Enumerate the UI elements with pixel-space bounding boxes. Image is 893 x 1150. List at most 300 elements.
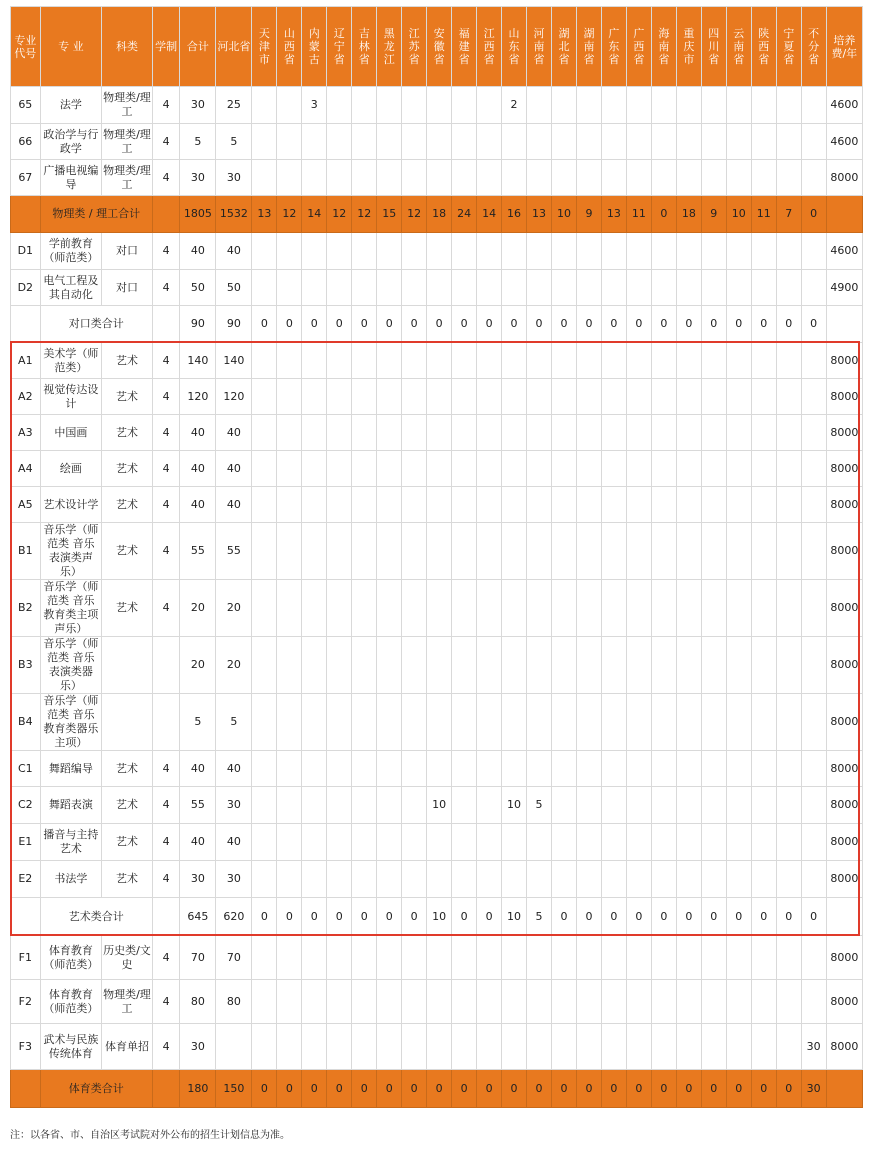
province-quota-cell	[801, 343, 826, 379]
province-quota-cell	[277, 124, 302, 160]
province-quota-cell	[651, 233, 676, 270]
province-quota-cell: 0	[601, 898, 626, 936]
province-quota-cell	[452, 861, 477, 898]
province-quota-cell	[651, 1024, 676, 1070]
province-quota-cell	[402, 415, 427, 451]
province-quota-cell	[601, 233, 626, 270]
province-quota-cell: 13	[527, 196, 552, 233]
province-quota-cell	[477, 861, 502, 898]
table-row	[11, 233, 863, 270]
header-province: 河南省	[527, 7, 552, 87]
province-quota-cell	[477, 1024, 502, 1070]
province-quota-cell	[477, 787, 502, 824]
province-quota-cell	[502, 379, 527, 415]
province-quota-cell: 5	[216, 694, 252, 751]
province-quota-cell	[477, 270, 502, 306]
province-quota-cell	[801, 379, 826, 415]
major-duration: 4	[152, 124, 180, 160]
header-province: 山西省	[277, 7, 302, 87]
province-quota-cell	[252, 523, 277, 580]
province-quota-cell	[477, 936, 502, 980]
province-quota-cell: 40	[216, 415, 252, 451]
province-quota-cell	[377, 270, 402, 306]
major-name: 广播电视编导	[40, 160, 101, 196]
major-total: 55	[180, 787, 216, 824]
province-quota-cell	[427, 824, 452, 861]
major-code: B3	[11, 637, 41, 694]
province-quota-cell: 0	[726, 306, 751, 343]
province-quota-cell	[277, 637, 302, 694]
province-quota-cell: 10	[427, 787, 452, 824]
province-quota-cell	[427, 694, 452, 751]
header-province: 广东省	[601, 7, 626, 87]
province-quota-cell: 15	[377, 196, 402, 233]
province-quota-cell	[626, 379, 651, 415]
province-quota-cell: 2	[502, 87, 527, 124]
province-quota-cell	[676, 233, 701, 270]
major-total: 30	[180, 861, 216, 898]
province-quota-cell: 0	[477, 898, 502, 936]
subtotal-spacer	[152, 306, 180, 343]
province-quota-cell	[576, 694, 601, 751]
province-quota-cell	[377, 694, 402, 751]
header-province: 重庆市	[676, 7, 701, 87]
province-quota-cell	[701, 87, 726, 124]
province-quota-cell	[776, 124, 801, 160]
province-quota-cell	[452, 751, 477, 787]
province-quota-cell	[751, 233, 776, 270]
province-quota-cell	[626, 233, 651, 270]
major-total: 80	[180, 980, 216, 1024]
province-quota-cell	[751, 270, 776, 306]
province-quota-cell	[502, 980, 527, 1024]
province-quota-cell	[776, 451, 801, 487]
province-quota-cell	[427, 751, 452, 787]
province-quota-cell	[726, 1024, 751, 1070]
province-quota-cell	[377, 824, 402, 861]
major-name: 体育教育（师范类）	[40, 980, 101, 1024]
header-row	[11, 7, 863, 87]
province-quota-cell	[327, 270, 352, 306]
province-quota-cell	[477, 343, 502, 379]
province-quota-cell	[626, 637, 651, 694]
header-total: 合计	[180, 7, 216, 87]
table-row	[11, 751, 863, 787]
province-quota-cell	[651, 379, 676, 415]
province-quota-cell: 0	[302, 898, 327, 936]
province-quota-cell: 5	[216, 124, 252, 160]
major-duration: 4	[152, 787, 180, 824]
province-quota-cell: 0	[402, 898, 427, 936]
province-quota-cell: 70	[216, 936, 252, 980]
province-quota-cell	[701, 233, 726, 270]
province-quota-cell	[527, 861, 552, 898]
province-quota-cell: 11	[751, 196, 776, 233]
major-duration: 4	[152, 415, 180, 451]
province-quota-cell	[452, 787, 477, 824]
province-quota-cell	[751, 580, 776, 637]
province-quota-cell	[527, 124, 552, 160]
province-quota-cell	[576, 523, 601, 580]
province-quota-cell: 0	[552, 898, 577, 936]
province-quota-cell	[216, 1024, 252, 1070]
province-quota-cell	[726, 980, 751, 1024]
province-quota-cell	[352, 379, 377, 415]
province-quota-cell	[726, 379, 751, 415]
province-quota-cell	[601, 1024, 626, 1070]
province-quota-cell	[302, 415, 327, 451]
province-quota-cell	[776, 824, 801, 861]
tuition-fee: 8000	[826, 379, 862, 415]
province-quota-cell	[252, 637, 277, 694]
province-quota-cell: 0	[626, 898, 651, 936]
major-name: 武术与民族传统体育	[40, 1024, 101, 1070]
province-quota-cell	[277, 87, 302, 124]
province-quota-cell: 40	[216, 824, 252, 861]
province-quota-cell	[676, 343, 701, 379]
header-province: 福建省	[452, 7, 477, 87]
province-quota-cell	[302, 233, 327, 270]
province-quota-cell	[502, 523, 527, 580]
province-quota-cell: 24	[452, 196, 477, 233]
province-quota-cell	[377, 523, 402, 580]
province-quota-cell: 13	[601, 196, 626, 233]
province-quota-cell: 80	[216, 980, 252, 1024]
province-quota-cell	[402, 580, 427, 637]
province-quota-cell	[377, 487, 402, 523]
province-quota-cell: 0	[477, 306, 502, 343]
table-row	[11, 87, 863, 124]
province-quota-cell	[601, 415, 626, 451]
province-quota-cell	[302, 270, 327, 306]
province-quota-cell	[751, 487, 776, 523]
major-code: E1	[11, 824, 41, 861]
province-quota-cell	[726, 87, 751, 124]
province-quota-cell	[477, 87, 502, 124]
province-quota-cell: 0	[402, 306, 427, 343]
major-name: 音乐学（师范类 音乐教育类主项声乐）	[40, 580, 101, 637]
table-row	[11, 694, 863, 751]
province-quota-cell	[676, 1024, 701, 1070]
province-quota-cell	[751, 980, 776, 1024]
province-quota-cell	[252, 861, 277, 898]
province-quota-cell	[477, 451, 502, 487]
header-province: 内蒙古	[302, 7, 327, 87]
province-quota-cell: 0	[402, 1070, 427, 1108]
province-quota-cell	[377, 415, 402, 451]
province-quota-cell	[552, 694, 577, 751]
header-province: 陕西省	[751, 7, 776, 87]
table-row	[11, 580, 863, 637]
major-duration: 4	[152, 87, 180, 124]
tuition-fee: 4900	[826, 270, 862, 306]
province-quota-cell	[352, 787, 377, 824]
province-quota-cell: 140	[216, 343, 252, 379]
province-quota-cell	[676, 160, 701, 196]
footnote: 注：以各省、市、自治区考试院对外公布的招生计划信息为准。	[10, 1130, 290, 1141]
header-province: 安徽省	[427, 7, 452, 87]
province-quota-cell	[302, 580, 327, 637]
province-quota-cell	[377, 343, 402, 379]
province-quota-cell	[352, 415, 377, 451]
province-quota-cell	[502, 580, 527, 637]
province-quota-cell	[452, 580, 477, 637]
major-code: A2	[11, 379, 41, 415]
province-quota-cell	[726, 343, 751, 379]
province-quota-cell	[576, 824, 601, 861]
header-category: 科类	[102, 7, 153, 87]
subtotal-label: 物理类 / 理工合计	[40, 196, 152, 233]
province-quota-cell	[402, 343, 427, 379]
province-quota-cell	[327, 160, 352, 196]
province-quota-cell	[801, 415, 826, 451]
province-quota-cell	[502, 124, 527, 160]
province-quota-cell	[277, 694, 302, 751]
subtotal-row	[11, 196, 863, 233]
province-quota-cell	[352, 637, 377, 694]
tuition-fee	[826, 306, 862, 343]
province-quota-cell	[776, 270, 801, 306]
province-quota-cell	[601, 523, 626, 580]
province-quota-cell	[726, 580, 751, 637]
province-quota-cell	[302, 751, 327, 787]
province-quota-cell: 5	[527, 787, 552, 824]
tuition-fee: 8000	[826, 637, 862, 694]
province-quota-cell	[302, 787, 327, 824]
province-quota-cell	[801, 160, 826, 196]
province-quota-cell	[626, 861, 651, 898]
province-quota-cell	[252, 487, 277, 523]
province-quota-cell	[402, 787, 427, 824]
province-quota-cell	[676, 270, 701, 306]
province-quota-cell	[277, 523, 302, 580]
header-province: 湖南省	[576, 7, 601, 87]
major-category: 物理类/理工	[102, 87, 153, 124]
major-category: 艺术	[102, 824, 153, 861]
table-row	[11, 343, 863, 379]
province-quota-cell	[651, 160, 676, 196]
province-quota-cell	[651, 637, 676, 694]
province-quota-cell	[552, 343, 577, 379]
province-quota-cell	[751, 1024, 776, 1070]
province-quota-cell	[377, 160, 402, 196]
province-quota-cell: 30	[801, 1024, 826, 1070]
province-quota-cell	[552, 980, 577, 1024]
province-quota-cell	[776, 1024, 801, 1070]
tuition-fee: 8000	[826, 1024, 862, 1070]
major-total: 30	[180, 1024, 216, 1070]
province-quota-cell	[502, 415, 527, 451]
province-quota-cell	[676, 936, 701, 980]
province-quota-cell	[302, 824, 327, 861]
province-quota-cell	[651, 936, 676, 980]
province-quota-cell: 0	[452, 898, 477, 936]
province-quota-cell	[726, 637, 751, 694]
subtotal-spacer	[11, 306, 41, 343]
header-province: 天津市	[252, 7, 277, 87]
major-name: 艺术设计学	[40, 487, 101, 523]
province-quota-cell	[477, 824, 502, 861]
province-quota-cell	[701, 415, 726, 451]
major-code: F3	[11, 1024, 41, 1070]
province-quota-cell	[751, 694, 776, 751]
province-quota-cell: 0	[552, 1070, 577, 1108]
table-row	[11, 415, 863, 451]
province-quota-cell	[552, 824, 577, 861]
header-major: 专 业	[40, 7, 101, 87]
province-quota-cell	[527, 980, 552, 1024]
province-quota-cell	[651, 124, 676, 160]
table-row	[11, 1024, 863, 1070]
province-quota-cell: 14	[477, 196, 502, 233]
province-quota-cell	[502, 343, 527, 379]
province-quota-cell: 30	[216, 787, 252, 824]
province-quota-cell	[576, 343, 601, 379]
province-quota-cell	[751, 451, 776, 487]
major-duration: 4	[152, 343, 180, 379]
province-quota-cell	[527, 451, 552, 487]
subtotal-spacer	[11, 898, 41, 936]
province-quota-cell	[502, 694, 527, 751]
province-quota-cell	[402, 694, 427, 751]
province-quota-cell: 0	[352, 306, 377, 343]
major-total: 70	[180, 936, 216, 980]
major-category: 艺术	[102, 861, 153, 898]
province-quota-cell	[626, 343, 651, 379]
province-quota-cell	[477, 160, 502, 196]
province-quota-cell: 0	[576, 306, 601, 343]
province-quota-cell	[402, 861, 427, 898]
province-quota-cell	[427, 861, 452, 898]
province-quota-cell	[502, 233, 527, 270]
major-name: 舞蹈表演	[40, 787, 101, 824]
province-quota-cell	[452, 980, 477, 1024]
province-quota-cell	[651, 824, 676, 861]
province-quota-cell	[477, 637, 502, 694]
major-code: A3	[11, 415, 41, 451]
province-quota-cell	[527, 233, 552, 270]
header-code: 专业代号	[11, 7, 41, 87]
tuition-fee	[826, 196, 862, 233]
province-quota-cell	[527, 523, 552, 580]
province-quota-cell	[377, 936, 402, 980]
major-category: 艺术	[102, 580, 153, 637]
province-quota-cell: 0	[801, 898, 826, 936]
province-quota-cell	[601, 124, 626, 160]
province-quota-cell	[527, 751, 552, 787]
table-row	[11, 637, 863, 694]
province-quota-cell: 30	[216, 861, 252, 898]
header-province: 云南省	[726, 7, 751, 87]
province-quota-cell	[701, 523, 726, 580]
province-quota-cell	[302, 160, 327, 196]
province-quota-cell	[776, 523, 801, 580]
province-quota-cell	[801, 270, 826, 306]
province-quota-cell	[601, 487, 626, 523]
province-quota-cell	[651, 523, 676, 580]
province-quota-cell	[576, 980, 601, 1024]
province-quota-cell	[601, 379, 626, 415]
province-quota-cell	[676, 87, 701, 124]
tuition-fee: 4600	[826, 233, 862, 270]
major-category: 对口	[102, 233, 153, 270]
province-quota-cell	[427, 270, 452, 306]
province-quota-cell	[676, 787, 701, 824]
province-quota-cell	[302, 980, 327, 1024]
province-quota-cell	[651, 343, 676, 379]
province-quota-cell	[377, 637, 402, 694]
province-quota-cell	[676, 124, 701, 160]
province-quota-cell	[427, 160, 452, 196]
province-quota-cell	[552, 936, 577, 980]
province-quota-cell	[352, 160, 377, 196]
province-quota-cell: 13	[252, 196, 277, 233]
major-duration: 4	[152, 160, 180, 196]
province-quota-cell	[576, 487, 601, 523]
province-quota-cell	[776, 233, 801, 270]
province-quota-cell	[601, 980, 626, 1024]
province-quota-cell	[601, 824, 626, 861]
province-quota-cell	[452, 270, 477, 306]
major-code: 65	[11, 87, 41, 124]
province-quota-cell	[402, 936, 427, 980]
major-category: 艺术	[102, 487, 153, 523]
province-quota-cell	[452, 694, 477, 751]
province-quota-cell	[302, 379, 327, 415]
major-category	[102, 694, 153, 751]
province-quota-cell	[502, 1024, 527, 1070]
province-quota-cell	[776, 751, 801, 787]
province-quota-cell	[576, 379, 601, 415]
province-quota-cell: 120	[216, 379, 252, 415]
major-code: E2	[11, 861, 41, 898]
province-quota-cell	[701, 751, 726, 787]
province-quota-cell	[477, 124, 502, 160]
header-province: 广西省	[626, 7, 651, 87]
province-quota-cell	[751, 87, 776, 124]
province-quota-cell: 20	[216, 637, 252, 694]
province-quota-cell	[601, 580, 626, 637]
province-quota-cell	[427, 415, 452, 451]
province-quota-cell	[751, 160, 776, 196]
province-quota-cell	[502, 637, 527, 694]
major-duration: 4	[152, 936, 180, 980]
province-quota-cell	[302, 637, 327, 694]
province-quota-cell: 0	[377, 898, 402, 936]
province-quota-cell	[676, 694, 701, 751]
table-row	[11, 861, 863, 898]
province-quota-cell: 14	[302, 196, 327, 233]
subtotal-spacer	[152, 196, 180, 233]
province-quota-cell	[552, 637, 577, 694]
province-quota-cell	[527, 487, 552, 523]
province-quota-cell: 90	[216, 306, 252, 343]
major-code: A4	[11, 451, 41, 487]
province-quota-cell: 0	[527, 1070, 552, 1108]
province-quota-cell	[776, 787, 801, 824]
province-quota-cell: 11	[626, 196, 651, 233]
province-quota-cell	[252, 160, 277, 196]
province-quota-cell	[527, 160, 552, 196]
province-quota-cell	[676, 487, 701, 523]
province-quota-cell	[377, 124, 402, 160]
province-quota-cell	[801, 637, 826, 694]
tuition-fee: 4600	[826, 124, 862, 160]
province-quota-cell	[726, 824, 751, 861]
province-quota-cell	[701, 160, 726, 196]
province-quota-cell: 10	[502, 898, 527, 936]
province-quota-cell: 0	[601, 306, 626, 343]
